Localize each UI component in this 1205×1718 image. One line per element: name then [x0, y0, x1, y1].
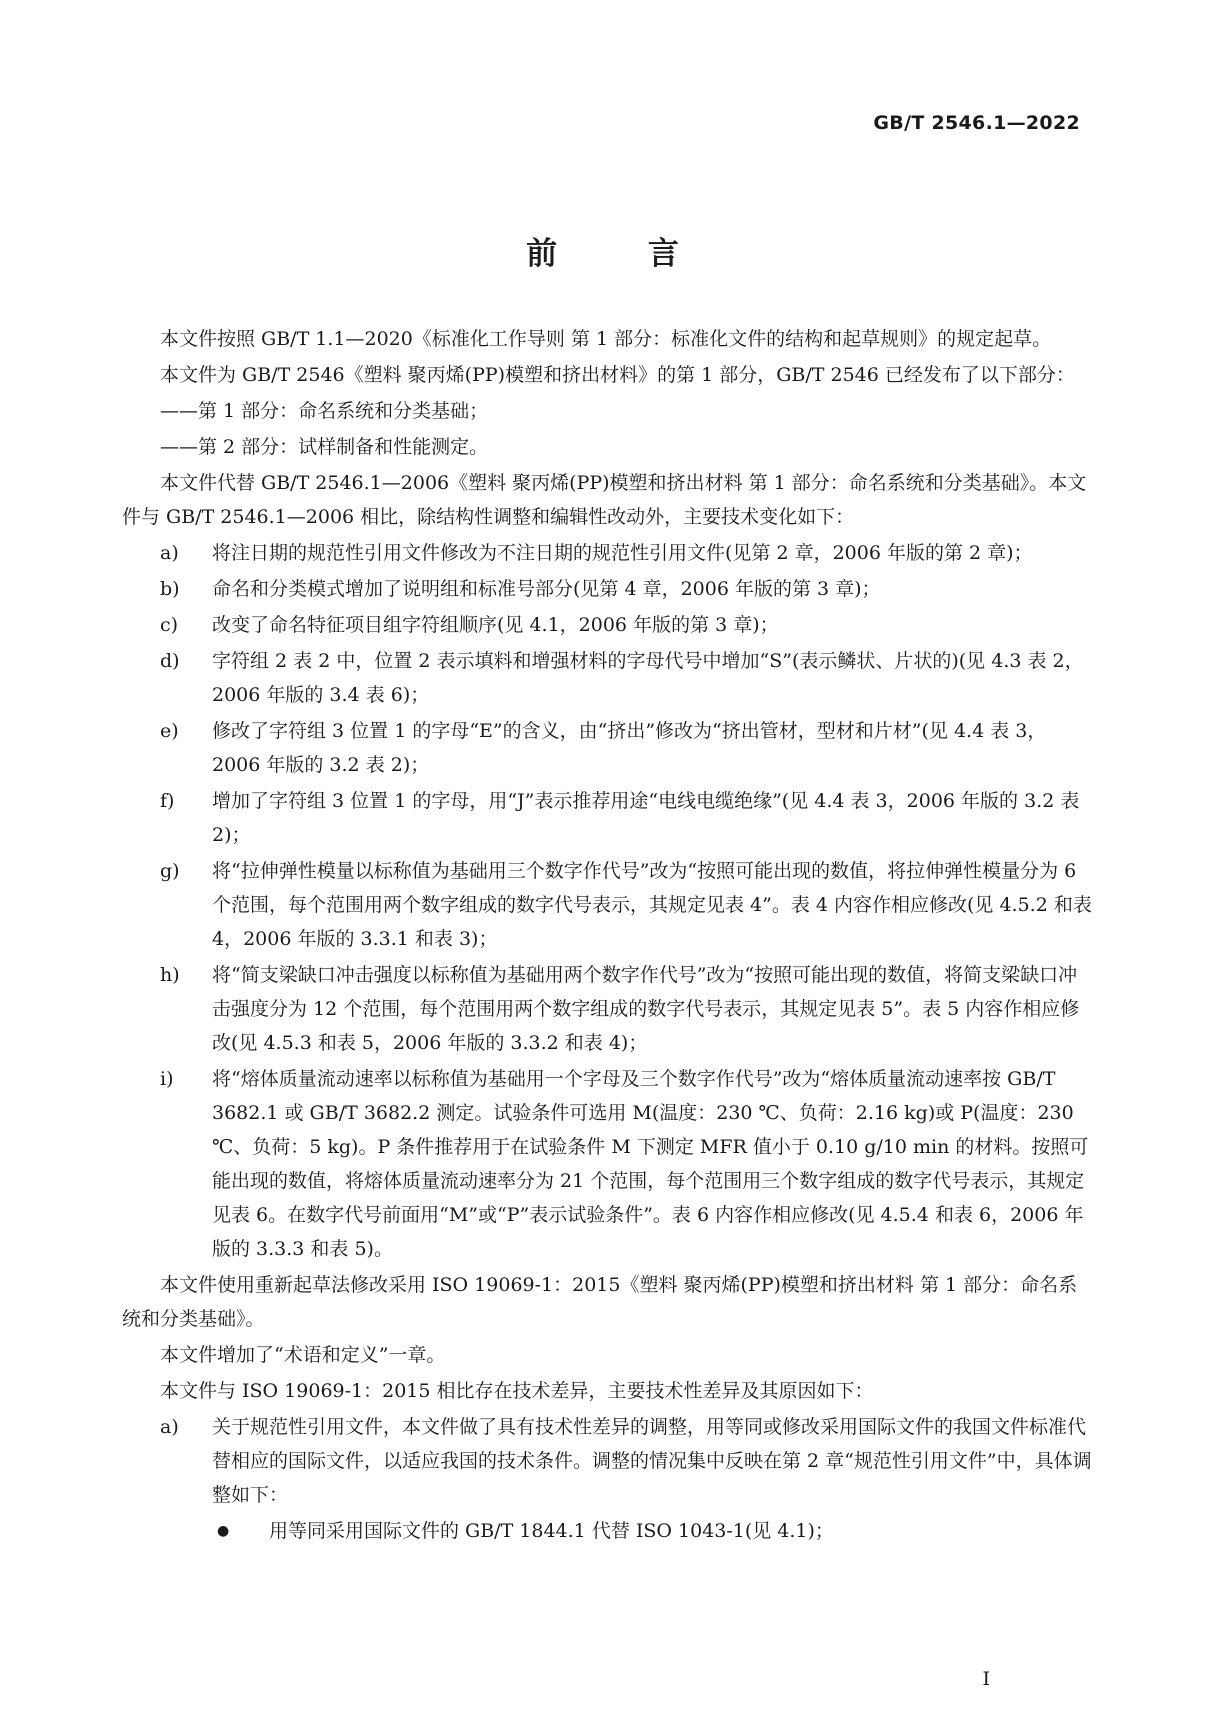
- document-body: [122, 322, 1092, 1550]
- list-text: 命名和分类模式增加了说明组和标准号部分(见第 4 章，2006 年版的第 3 章)；: [212, 578, 881, 600]
- list-text: 将“简支梁缺口冲击强度以标称值为基础用两个数字作代号”改为“按照可能出现的数值，将简支梁缺口冲击强度分为 12 个范围，每个范围用两个数字组成的数字代号表示，其规定见表 5”。表 5 内容作相应修改(见 4.5.3 和表 5，2006 年版的 3.3.2 和表 4)；: [212, 964, 1080, 1054]
- list-item: [122, 1062, 1092, 1266]
- list-label: e): [160, 720, 179, 742]
- bullet-text: 用等同采用国际文件的 GB/T 1844.1 代替 ISO 1043-1(见 4.1)；: [269, 1520, 834, 1542]
- paragraph: 本文件与 ISO 19069-1：2015 相比存在技术差异，主要技术性差异及其原因如下：: [160, 1380, 874, 1402]
- list-item: [122, 714, 1092, 782]
- list-label: c): [160, 614, 179, 636]
- list-text: 将“熔体质量流动速率以标称值为基础用一个字母及三个数字作代号”改为“熔体质量流动速率按 GB/T 3682.1 或 GB/T 3682.2 测定。试验条件可选用 M(温度：230 ℃、负荷：2.16 kg)或 P(温度：230 ℃、负荷：5 kg)。P 条件推荐用于在试验条件 M 下测定 MFR 值小于 0.10 g/10 min 的材料。按照可能出现的数值，将熔体质量流动速率分为 21 个范围，每个范围用三个数字组成的数字代号表示，其规定见表 6。在数字代号前面用“M”或“P”表示试验条件”。表 6 内容作相应修改(见 4.5.4 和表 6，2006 年版的 3.3.3 和表 5)。: [212, 1068, 1089, 1260]
- list-label: b): [160, 578, 180, 600]
- bullet-dot-icon: ●: [217, 1523, 230, 1539]
- list-item: [122, 1410, 1092, 1512]
- list-text: 字符组 2 表 2 中，位置 2 表示填料和增强材料的字母代号中增加“S”(表示鳞状、片状的)(见 4.3 表 2，2006 年版的 3.4 表 6)；: [212, 650, 1084, 706]
- list-text: 关于规范性引用文件，本文件做了具有技术性差异的调整，用等同或修改采用国际文件的我国文件标准代替相应的国际文件，以适应我国的技术条件。调整的情况集中反映在第 2 章“规范性引用文件”中，具体调整如下：: [212, 1416, 1092, 1506]
- list-label: h): [160, 964, 180, 986]
- list-item: [122, 958, 1092, 1060]
- list-label: f): [160, 790, 175, 812]
- standard-code: GB/T 2546.1—2022: [873, 112, 1080, 134]
- dash-list-item: ——第 2 部分：试样制备和性能测定。: [160, 436, 489, 458]
- list-item: [122, 536, 1092, 570]
- list-label: g): [160, 860, 180, 882]
- list-text: 将注日期的规范性引用文件修改为不注日期的规范性引用文件(见第 2 章，2006 年版的第 2 章)；: [212, 542, 1033, 564]
- paragraph: 本文件代替 GB/T 2546.1—2006《塑料 聚丙烯(PP)模塑和挤出材料 第 1 部分：命名系统和分类基础》。本文件与 GB/T 2546.1—2006 相比，除结构性调整和编辑性改动外，主要技术变化如下：: [122, 472, 1087, 528]
- dash-list-item: ——第 1 部分：命名系统和分类基础；: [160, 400, 489, 422]
- list-item: [122, 644, 1092, 712]
- paragraph: 本文件为 GB/T 2546《塑料 聚丙烯(PP)模塑和挤出材料》的第 1 部分，GB/T 2546 已经发布了以下部分：: [160, 364, 1075, 386]
- list-text: 修改了字符组 3 位置 1 的字母“E”的含义，由“挤出”修改为“挤出管材，型材和片材”(见 4.4 表 3，2006 年版的 3.2 表 2)；: [212, 720, 1047, 776]
- list-item: [122, 854, 1092, 956]
- list-label: a): [160, 1416, 179, 1438]
- list-label: i): [160, 1068, 174, 1090]
- paragraph: 本文件按照 GB/T 1.1—2020《标准化工作导则 第 1 部分：标准化文件的结构和起草规则》的规定起草。: [160, 328, 1052, 350]
- list-label: a): [160, 542, 179, 564]
- page-number: I: [982, 1668, 990, 1690]
- list-item: [122, 608, 1092, 642]
- bullet-item: [122, 1514, 1092, 1548]
- page-title: 前 言: [526, 236, 719, 272]
- list-item: [122, 784, 1092, 852]
- list-text: 增加了字符组 3 位置 1 的字母，用“J”表示推荐用途“电线电缆绝缘”(见 4.4 表 3，2006 年版的 3.2 表 2)；: [212, 790, 1080, 846]
- list-label: d): [160, 650, 180, 672]
- paragraph: 本文件增加了“术语和定义”一章。: [160, 1344, 446, 1366]
- list-text: 将“拉伸弹性模量以标称值为基础用三个数字作代号”改为“按照可能出现的数值，将拉伸弹性模量分为 6 个范围，每个范围用两个数字组成的数字代号表示，其规定见表 4”。表 4 内容作相应修改(见 4.5.2 和表 4，2006 年版的 3.3.1 和表 3)；: [212, 860, 1092, 950]
- list-text: 改变了命名特征项目组字符组顺序(见 4.1，2006 年版的第 3 章)；: [212, 614, 779, 636]
- list-item: [122, 572, 1092, 606]
- paragraph: 本文件使用重新起草法修改采用 ISO 19069-1：2015《塑料 聚丙烯(PP)模塑和挤出材料 第 1 部分：命名系统和分类基础》。: [122, 1274, 1078, 1330]
